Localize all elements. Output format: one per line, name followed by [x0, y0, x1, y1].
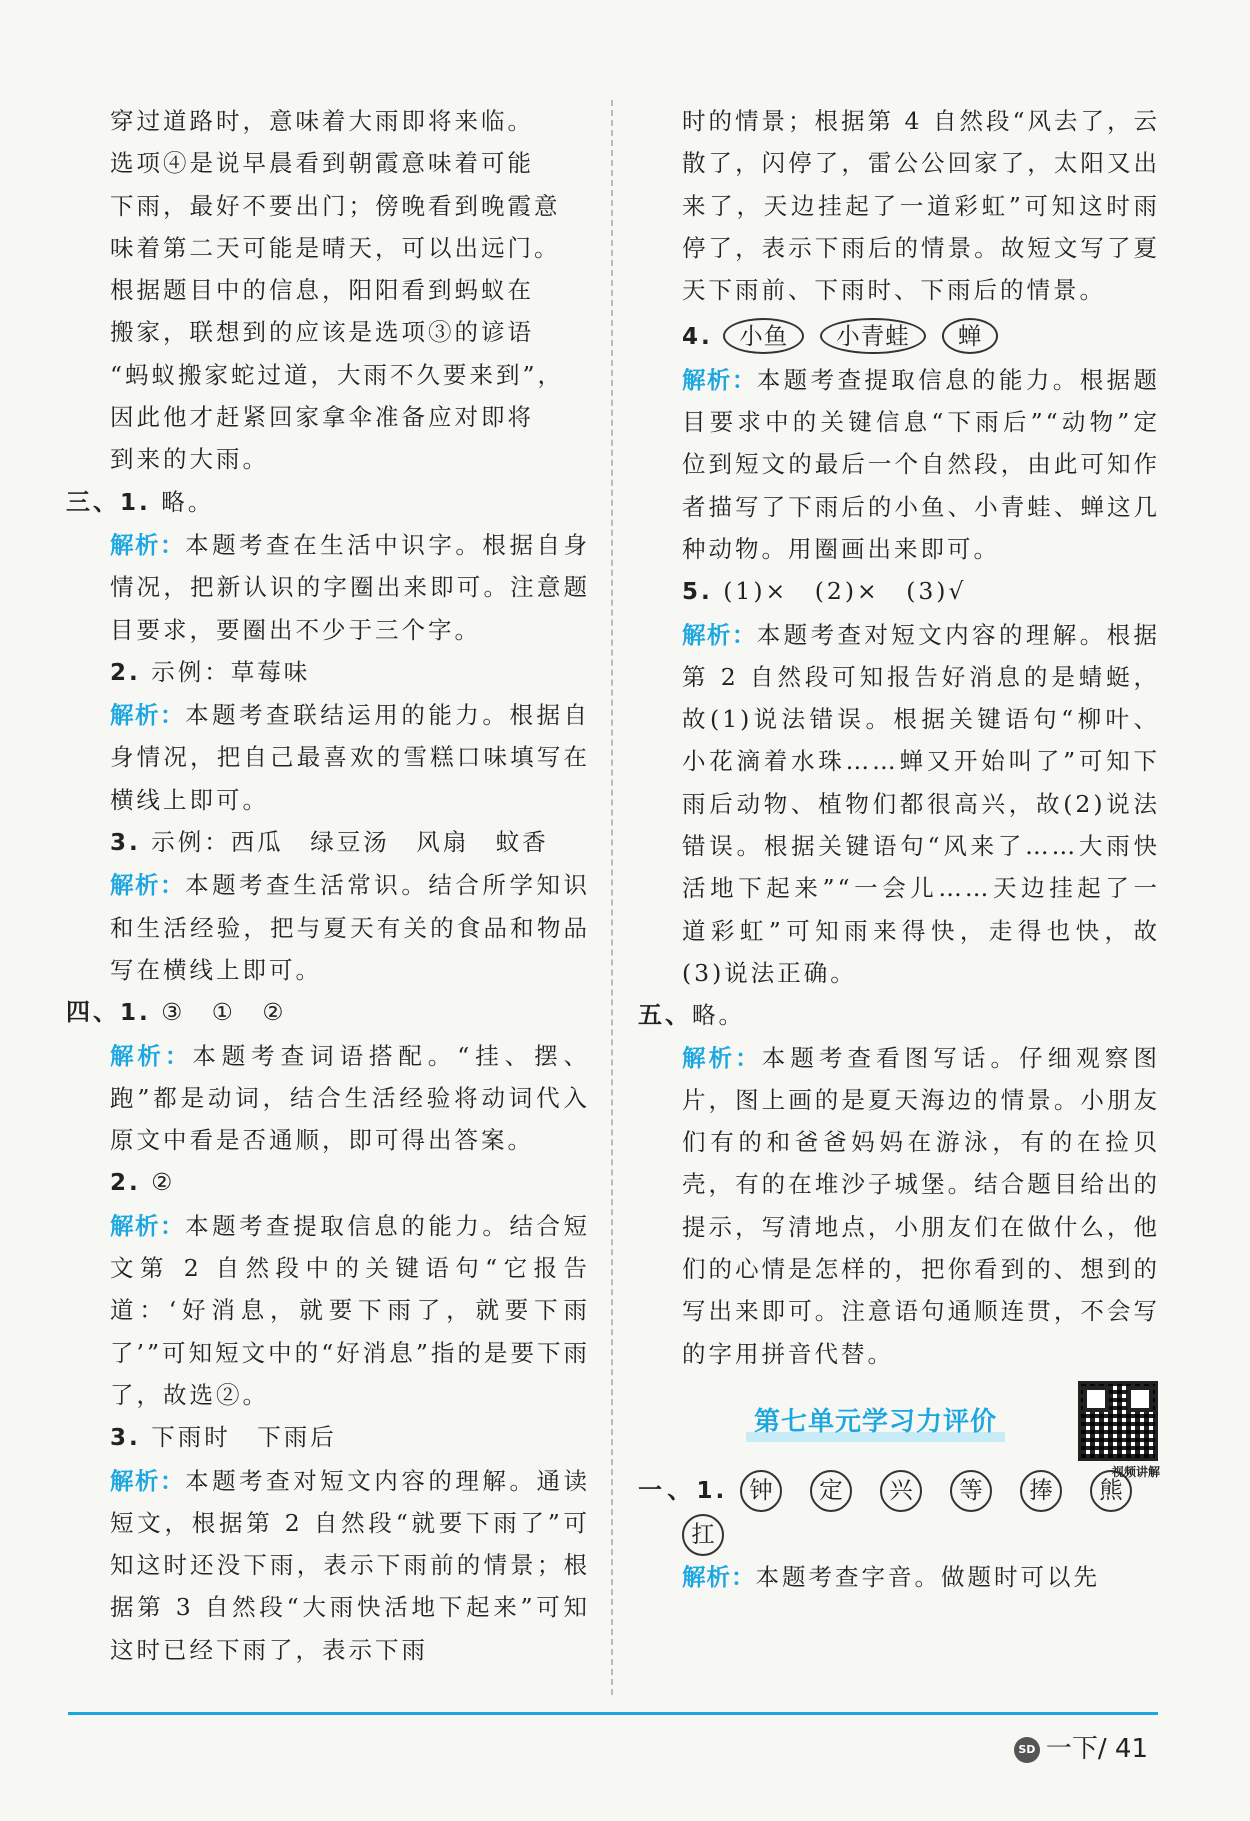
section-4-q2-explanation: 解析：本题考查提取信息的能力。结合短文第 2 自然段中的关键语句“它报告道：‘好消息，就要下雨了，就要下雨了’”可知短文中的“好消息”指的是要下雨了，故选②。 — [110, 1211, 591, 1409]
circled-answer: 小鱼 — [723, 318, 804, 354]
unit-7-section-1-q1-explanation: 解析：本题考查字音。做题时可以先 — [682, 1562, 1100, 1591]
circled-character: 捧 — [1020, 1470, 1062, 1512]
circled-answers — [723, 322, 1014, 350]
section-5: 五、略。 — [638, 1001, 745, 1030]
section-3-q2-explanation: 解析：本题考查联结运用的能力。根据自身情况，把自己最喜欢的雪糕口味填写在横线上即可。 — [110, 701, 591, 814]
section-4-q4-explanation: 解析：本题考查提取信息的能力。根据题目要求中的关键信息“下雨后”“动物”定位到短文的最后一个自然段，由此可知作者描写了下雨后的小鱼、小青蛙、蝉这几种动物。用圈画出来即可。 — [682, 365, 1161, 563]
page-number: 一下/ 41 — [1045, 1734, 1148, 1764]
circled-answer: 蝉 — [942, 318, 999, 354]
section-4-q5: 5. (1)× (2)× (3)√ — [682, 577, 967, 606]
qr-code-icon[interactable] — [1078, 1381, 1158, 1461]
intro-line: 味着第二天可能是晴天，可以出远门。 — [110, 233, 561, 262]
intro-line: 下雨，最好不要出门；傍晚看到晚霞意 — [110, 191, 561, 220]
unit-7-header — [682, 1379, 1160, 1479]
circled-answer: 小青蛙 — [820, 318, 926, 354]
circled-character: 熊 — [1090, 1470, 1132, 1512]
column-divider — [611, 100, 613, 1695]
circled-character: 等 — [950, 1470, 992, 1512]
footer-rule — [68, 1712, 1158, 1715]
section-4-q1: 四、1. ③ ① ② — [66, 998, 287, 1027]
intro-line: 选项④是说早晨看到朝霞意味着可能 — [110, 149, 534, 178]
section-4-q1-explanation: 解析：本题考查词语搭配。“挂、摆、跑”都是动词，结合生活经验将动词代入原文中看是否通顺，即可得出答案。 — [110, 1041, 591, 1155]
section-5-explanation: 解析：本题考查看图写话。仔细观察图片，图上画的是夏天海边的情景。小朋友们有的和爸爸妈妈在游泳，有的在捡贝壳，有的在堆沙子城堡。结合题目给出的提示，写清地点，小朋友们在做什么，他们的心情是怎样的，把你看到的、想到的写出来即可。注意语句通顺连贯，不会写的字用拼音代替。 — [682, 1043, 1160, 1368]
right-column — [638, 100, 1161, 1598]
section-3-q2: 2. 示例：草莓味 — [110, 657, 311, 686]
intro-line: 穿过道路时，意味着大雨即将来临。 — [110, 107, 534, 135]
section-4-q5-explanation: 解析：本题考查对短文内容的理解。根据第 2 自然段可知报告好消息的是蜻蜓，故(1)说法错误。根据关键语句“柳叶、小花滴着水珠……蝉又开始叫了”可知下雨后动物、植物们都很高兴，故(2)说法错误。根据关键语句“风来了……大雨快活地下起来”“一会儿……天边挂起了一道彩虹”可知雨来得快，走得也快，故(3)说法正确。 — [682, 620, 1161, 987]
qr-caption: 视频讲解 — [1111, 1464, 1160, 1479]
section-4-q3: 3. 下雨时 下雨后 — [110, 1423, 337, 1452]
section-3-q1-explanation: 解析：本题考查在生活中识字。根据自身情况，把新认识的字圈出来即可。注意题目要求，要圈出不少于三个字。 — [110, 530, 591, 644]
section-3-q3-explanation: 解析：本题考查生活常识。结合所学知识和生活经验，把与夏天有关的食品和物品写在横线上即可。 — [110, 871, 591, 984]
section-4-q3-explanation: 解析：本题考查对短文内容的理解。通读短文，根据第 2 自然段“就要下雨了”可知这时还没下雨，表示下雨前的情景；根据第 3 自然段“大雨快活地下起来”可知这时已经下雨了，表示下雨 — [110, 1466, 591, 1664]
section-4-q4: 4. 小鱼 小青蛙 蝉 — [682, 315, 1160, 358]
circled-character: 钟 — [740, 1470, 782, 1512]
intro-line: 搬家，联想到的应该是选项③的谚语 — [110, 318, 534, 347]
unit-7-section-1-q1: 一、1. 钟 定 兴 等 捧 熊扛 — [682, 1469, 1160, 1556]
left-column — [66, 100, 591, 1671]
circled-characters — [682, 1476, 1160, 1548]
section-4-q2: 2. ② — [110, 1168, 176, 1197]
circled-character: 兴 — [880, 1470, 922, 1512]
intro-line: 因此他才赶紧回家拿伞准备应对即将 — [110, 403, 534, 432]
circled-character: 扛 — [682, 1514, 724, 1556]
page-footer — [1014, 1728, 1148, 1765]
intro-line: “蚂蚁搬家蛇过道，大雨不久要来到”， — [110, 360, 565, 389]
intro-line: 根据题目中的信息，阳阳看到蚂蚁在 — [110, 276, 534, 305]
sd-badge-icon: SD — [1014, 1737, 1040, 1763]
unit-title: 第七单元学习力评价 — [754, 1401, 997, 1438]
circled-character: 定 — [810, 1470, 852, 1512]
intro-line: 到来的大雨。 — [110, 445, 269, 474]
section-3-q3: 3. 示例：西瓜 绿豆汤 风扇 蚊香 — [110, 828, 549, 857]
left-intro-lines — [110, 100, 590, 481]
section-3-q1: 三、1. 略。 — [66, 487, 215, 516]
section-4-q3-explanation-continued: 时的情景；根据第 4 自然段“风去了，云散了，闪停了，雷公公回家了，太阳又出来了，天边挂起了一道彩虹”可知这时雨停了，表示下雨后的情景。故短文写了夏天下雨前、下雨时、下雨后的情景。 — [682, 107, 1160, 305]
